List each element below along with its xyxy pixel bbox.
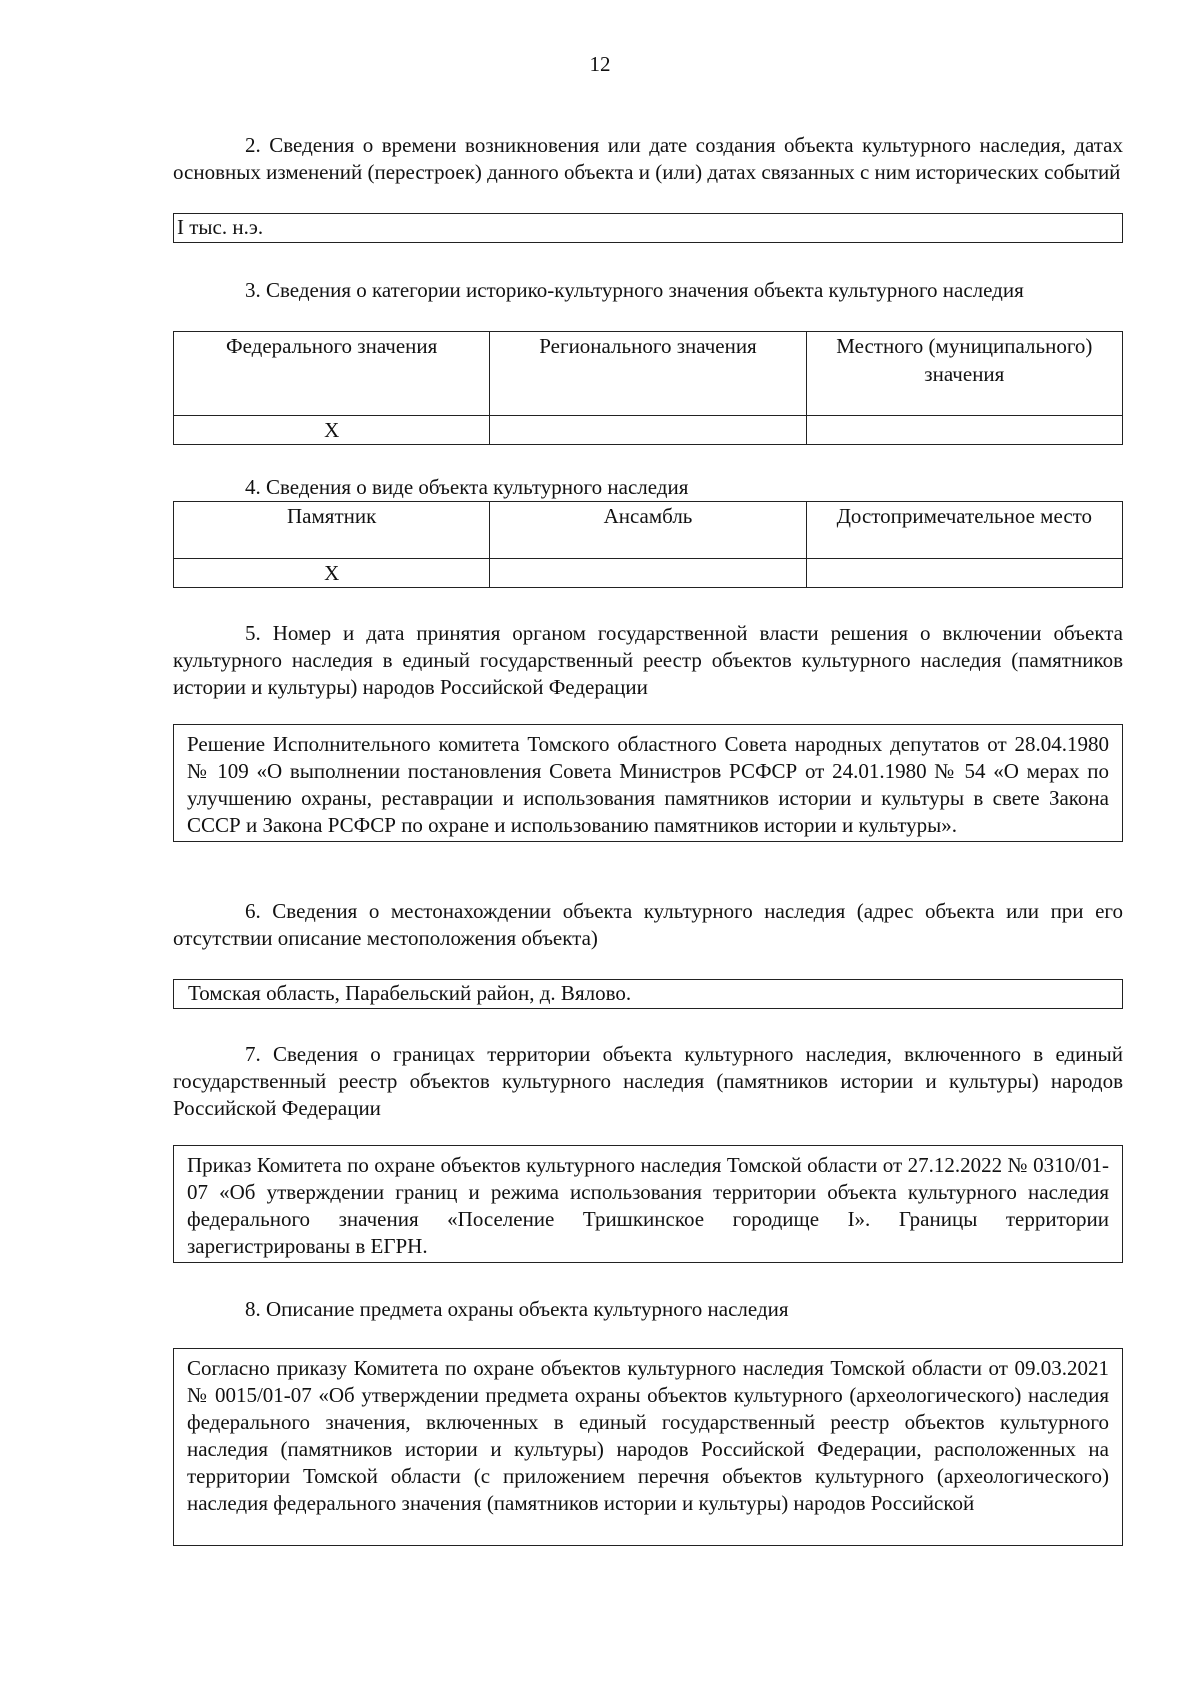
section-5-value-box bbox=[173, 724, 1123, 842]
section-2 bbox=[173, 132, 1123, 186]
category-mark-federal: X bbox=[174, 416, 490, 445]
type-mark-ensemble bbox=[490, 559, 806, 588]
category-mark-regional bbox=[490, 416, 806, 445]
type-col-ensemble: Ансамбль bbox=[490, 502, 806, 559]
section-8-value: Согласно приказу Комитета по охране объектов культурного наследия Томской области от 09.03.2021 № 0015/01-07 «Об утверждении предмета охраны объектов культурного (археологического) наследия федерального значения, включенных в единый государственный реестр объектов культурного наследия (памятников истории и культуры) народов Российской Федерации, расположенных на территории Томской области (с приложением перечня объектов культурного (археологического) наследия федерального значения (памятников истории и культуры) народов Российской bbox=[187, 1356, 1109, 1515]
type-col-monument: Памятник bbox=[174, 502, 490, 559]
section-6-value: Томская область, Парабельский район, д. Вялово. bbox=[188, 981, 632, 1005]
category-col-local: Местного (муниципального) значения bbox=[806, 332, 1122, 416]
section-5-value: Решение Исполнительного комитета Томского областного Совета народных депутатов от 28.04.1980 № 109 «О выполнении постановления Совета Министров РСФСР от 24.01.1980 № 54 «О мерах по улучшению охраны, реставрации и использования памятников истории и культуры в свете Закона СССР и Закона РСФСР по охране и использованию памятников истории и культуры». bbox=[187, 732, 1109, 837]
section-7 bbox=[173, 1041, 1123, 1122]
section-2-value-box bbox=[173, 213, 1123, 243]
page-number: 12 bbox=[589, 52, 611, 76]
section-4-heading: 4. Сведения о виде объекта культурного наследия bbox=[245, 475, 689, 499]
section-8 bbox=[173, 1296, 1123, 1323]
section-2-value: I тыс. н.э. bbox=[177, 215, 264, 239]
section-3 bbox=[173, 277, 1123, 304]
section-7-value: Приказ Комитета по охране объектов культурного наследия Томской области от 27.12.2022 № 0310/01-07 «Об утверждении границ и режима использования территории объекта культурного наследия федерального значения «Поселение Тришкинское городище I». Границы территории зарегистрированы в ЕГРН. bbox=[187, 1153, 1109, 1258]
section-5-heading: 5. Номер и дата принятия органом государственной власти решения о включении объекта культурного наследия в единый государственный реестр объектов культурного наследия (памятников истории и культуры) народов Российской Федерации bbox=[173, 621, 1123, 699]
section-7-value-box bbox=[173, 1145, 1123, 1263]
section-6-heading: 6. Сведения о местонахождении объекта культурного наследия (адрес объекта или при его отсутствии описание местоположения объекта) bbox=[173, 899, 1123, 950]
section-3-heading: 3. Сведения о категории историко-культурного значения объекта культурного наследия bbox=[245, 278, 1024, 302]
section-8-value-box bbox=[173, 1348, 1123, 1546]
section-7-heading: 7. Сведения о границах территории объекта культурного наследия, включенного в единый государственный реестр объектов культурного наследия (памятников истории и культуры) народов Российской Федерации bbox=[173, 1042, 1123, 1120]
section-8-heading: 8. Описание предмета охраны объекта культурного наследия bbox=[245, 1297, 789, 1321]
section-6-value-box bbox=[173, 979, 1123, 1009]
section-6 bbox=[173, 898, 1123, 952]
type-mark-monument: X bbox=[174, 559, 490, 588]
section-4 bbox=[173, 474, 1123, 501]
category-col-federal: Федерального значения bbox=[174, 332, 490, 416]
section-2-heading: 2. Сведения о времени возникновения или дате создания объекта культурного наследия, датах основных изменений (перестроек) данного объекта и (или) датах связанных с ним исторических событий bbox=[173, 133, 1123, 184]
category-table bbox=[173, 331, 1123, 445]
category-mark-local bbox=[806, 416, 1122, 445]
category-col-regional: Регионального значения bbox=[490, 332, 806, 416]
section-5 bbox=[173, 620, 1123, 701]
type-col-landmark: Достопримечательное место bbox=[806, 502, 1122, 559]
type-mark-landmark bbox=[806, 559, 1122, 588]
type-table bbox=[173, 501, 1123, 588]
